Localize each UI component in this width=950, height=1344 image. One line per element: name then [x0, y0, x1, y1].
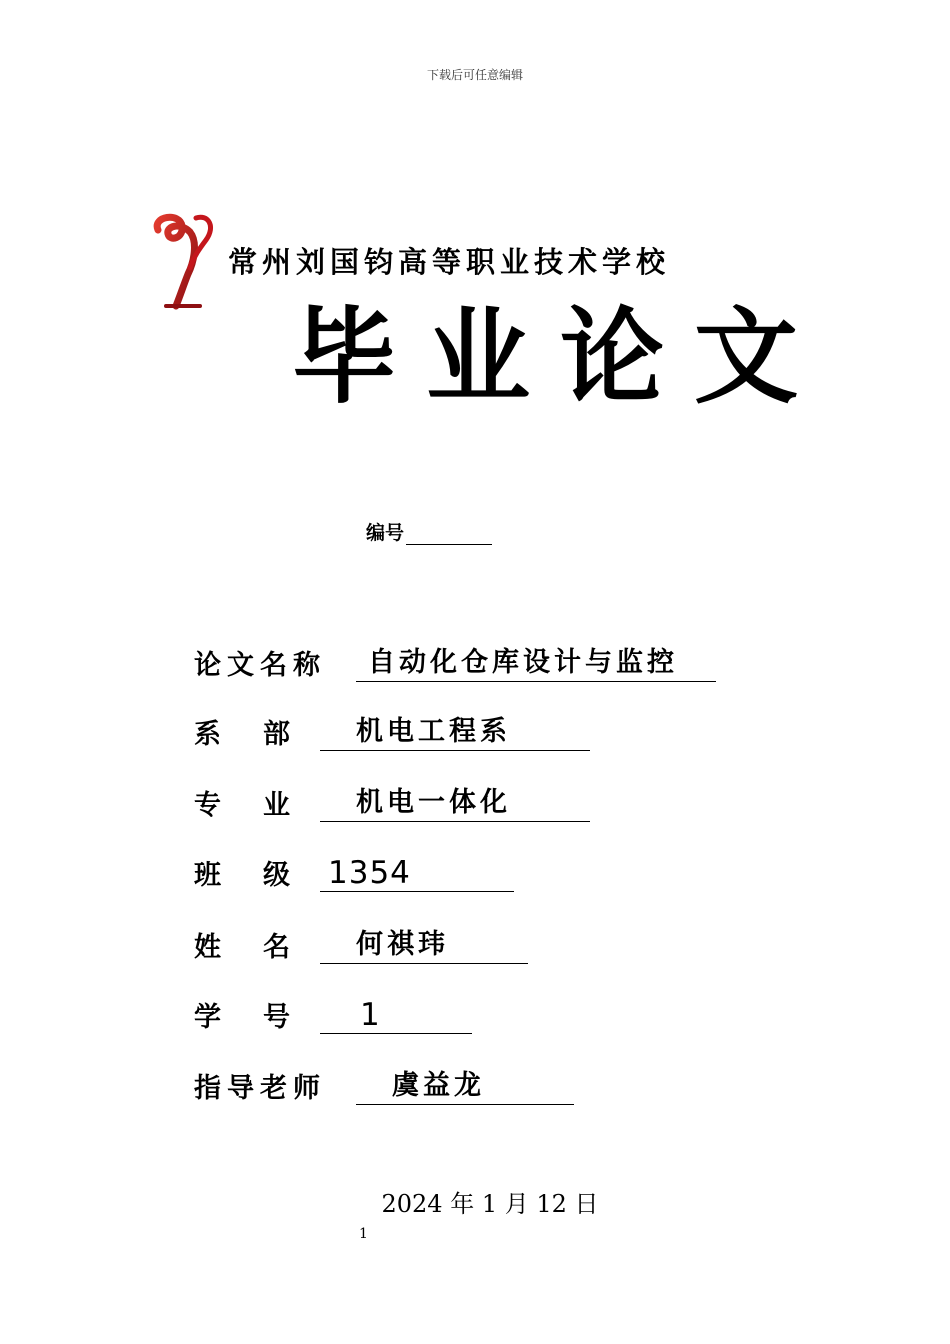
- department-field: [194, 712, 590, 751]
- class-value: 1354: [320, 854, 514, 892]
- student-id-field: [194, 995, 472, 1034]
- document-number-field: [366, 518, 492, 545]
- document-title: 毕业论文: [292, 295, 829, 418]
- document-number-label: 编号: [366, 522, 405, 544]
- submission-date: 2024 年 1 月 12 日: [381, 1190, 599, 1218]
- advisor-value: 虞益龙: [356, 1067, 574, 1105]
- student-id-value: 1: [320, 996, 472, 1034]
- student-id-label: 学号: [194, 1002, 332, 1033]
- thesis-name-field: [194, 643, 716, 682]
- student-name-label: 姓名: [194, 932, 332, 963]
- page-number: 1: [359, 1226, 368, 1242]
- major-label: 专业: [194, 790, 332, 821]
- thesis-name-label: 论文名称: [194, 650, 326, 681]
- class-field: [194, 853, 514, 892]
- student-name-field: [194, 925, 528, 964]
- department-label: 系部: [194, 719, 332, 750]
- student-name-value: 何祺玮: [320, 926, 528, 964]
- school-name: 常州刘国钧高等职业技术学校: [228, 245, 671, 279]
- class-label: 班级: [194, 860, 332, 891]
- header-note: 下载后可任意编辑: [426, 68, 523, 82]
- document-number-blank: [406, 522, 492, 545]
- major-field: [194, 783, 590, 822]
- major-value: 机电一体化: [320, 784, 590, 822]
- school-logo: [150, 212, 218, 310]
- advisor-field: [194, 1066, 574, 1105]
- thesis-name-value: 自动化仓库设计与监控: [356, 644, 716, 682]
- advisor-label: 指导老师: [194, 1073, 326, 1104]
- department-value: 机电工程系: [320, 713, 590, 751]
